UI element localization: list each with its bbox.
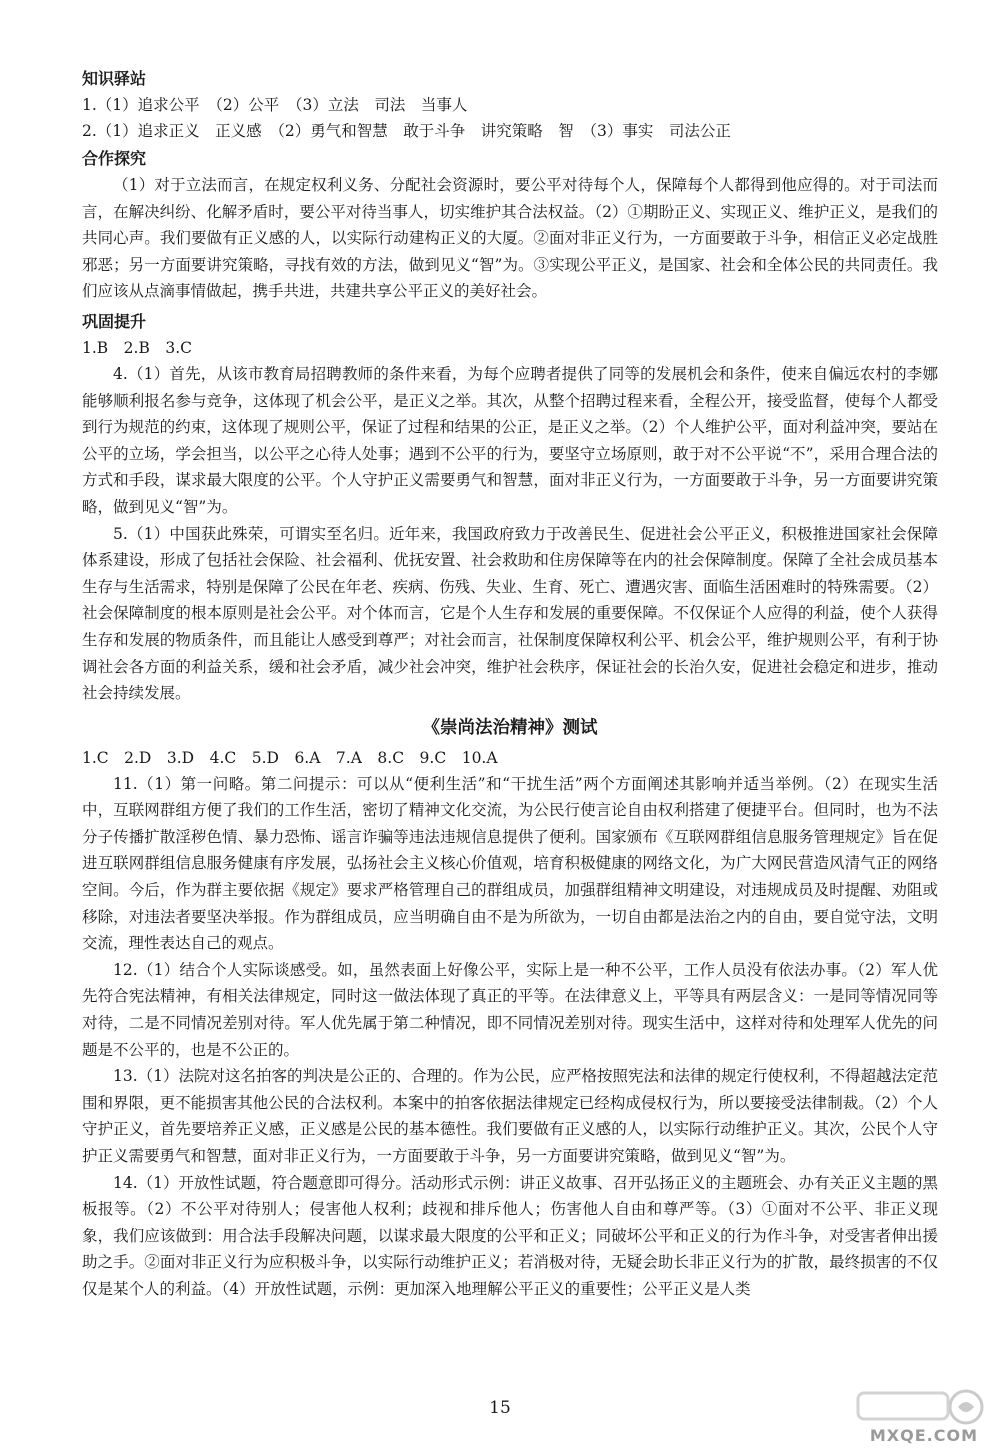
question-11-answer: 11.（1）第一问略。第二问提示：可以从“便利生活”和“干扰生活”两个方面阐述其影响并适当举例。（2）在现实生活中，互联网群组方便了我们的工作生活，密切了精神文化交流，为公民行使言论自由权利搭建了便捷平台。但同时，也为不法分子传播扩散淫秽色情、暴力恐怖、谣言诈骗等违法违规信息提供了便利。国家颁布《互联网群组信息服务管理规定》旨在促进互联网群组信息服务健康有序发展，弘扬社会主义核心价值观，培育积极健康的网络文化，为广大网民营造风清气正的网络空间。今后，作为群主要依据《规定》要求严格管理自己的群组成员，加强群组精神文明建设，对违规成员及时提醒、劝阻或移除，对违法者要坚决举报。作为群组成员，应当明确自由不是为所欲为，一切自由都是法治之内的自由，要自觉守法，文明交流，理性表达自己的观点。: [82, 774, 938, 953]
consolidate-choice-answers: 1.B 2.B 3.C: [82, 338, 193, 357]
section-heading-knowledge: 知识驿站: [82, 69, 147, 88]
knowledge-answer-2: 2.（1）追求正义 正义感 （2）勇气和智慧 敢于斗争 讲究策略 智 （3）事实 司法公正: [82, 122, 731, 140]
section-heading-cooperation: 合作探究: [82, 149, 147, 168]
question-5-answer: 5.（1）中国获此殊荣，可谓实至名归。近年来，我国政府致力于改善民生、促进社会公平正义，积极推进国家社会保障体系建设，形成了包括社会保险、社会福利、优抚安置、社会救助和住房保障等在内的社会保障制度。保障了全社会成员基本生存与生活需求，特别是保障了公民在年老、疾病、伤残、失业、生育、死亡、遭遇灾害、面临生活困难时的特殊需要。（2）社会保障制度的根本原则是社会公平。对个体而言，它是个人生存和发展的重要保障。不仅保证个人应得的利益，使个人获得生存和发展的物质条件，而且能让人感受到尊严；对社会而言，社保制度保障权利公平、机会公平，维护规则公平，有利于协调社会各方面的利益关系，缓和社会矛盾，减少社会冲突，维护社会秩序，保证社会的长治久安，促进社会稳定和进步，推动社会持续发展。: [82, 524, 938, 703]
question-4-answer: 4.（1）首先，从该市教育局招聘教师的条件来看，为每个应聘者提供了同等的发展机会和条件，使来自偏远农村的李娜能够顺利报名参与竞争，这体现了机会公平，是正义之举。其次，从整个招聘过程来看，全程公开，接受监督，使每个人都受到行为规范的约束，这体现了规则公平，保证了过程和结果的公正，是正义之举。（2）个人维护公平，面对利益冲突，要站在公平的立场，学会担当，以公平之心待人处事；遇到不公平的行为，要坚守立场原则，敢于对不公平说“不”，采用合理合法的方式和手段，谋求最大限度的公平。个人守护正义需要勇气和智慧，面对非正义行为，一方面要敢于斗争，另一方面要讲究策略，做到见义“智”为。: [82, 364, 938, 516]
knowledge-answer-1: 1.（1）追求公平 （2）公平 （3）立法 司法 当事人: [82, 96, 468, 114]
test-choice-answers: 1.C 2.D 3.D 4.C 5.D 6.A 7.A 8.C 9.C 10.A: [82, 748, 498, 767]
cooperation-paragraph: （1）对于立法而言，在规定权利义务、分配社会资源时，要公平对待每个人，保障每个人都得到他应得的。对于司法而言，在解决纠纷、化解矛盾时，要公平对待当事人，切实维护其合法权益。（2）①期盼正义、实现正义、维护正义，是我们的共同心声。我们要做有正义感的人，以实际行动建构正义的大厦。②面对非正义行为，一方面要敢于斗争，相信正义必定战胜邪恶；另一方面要讲究策略，寻找有效的方法，做到见义“智”为。③实现公平正义，是国家、社会和全体公民的共同责任。我们应该从点滴事情做起，携手共进，共建共享公平正义的美好社会。: [82, 176, 938, 301]
page-number: 15: [489, 1398, 511, 1418]
answer-page: [82, 64, 938, 1303]
test-title: 《崇尚法治精神》测试: [422, 717, 598, 738]
question-12-answer: 12.（1）结合个人实际谈感受。如，虽然表面上好像公平，实际上是一种不公平，工作人员没有依法办事。（2）军人优先符合宪法精神，有相关法律规定，同时这一做法体现了真正的平等。在法律意义上，平等具有两层含义：一是同等情况同等对待，二是不同情况差别对待。军人优先属于第二种情况，即不同情况差别对待。现实生活中，这样对待和处理军人优先的问题是不公平的，也是不公正的。: [82, 960, 938, 1059]
section-heading-consolidate: 巩固提升: [82, 311, 147, 331]
question-13-answer: 13.（1）法院对这名拍客的判决是公正的、合理的。作为公民，应严格按照宪法和法律的规定行使权利，不得超越法定范围和界限，更不能损害其他公民的合法权利。本案中的拍客依据法律规定已经构成侵权行为，所以要接受法律制裁。（2）个人守护正义，首先要培养正义感，正义感是公民的基本德性。我们要做有正义感的人，以实际行动维护正义。其次，公民个人守护正义需要勇气和智慧，面对非正义行为，一方面要敢于斗争，另一方面要讲究策略，做到见义“智”为。: [82, 1067, 939, 1165]
question-14-answer: 14.（1）开放性试题，符合题意即可得分。活动形式示例：讲正义故事、召开弘扬正义的主题班会、办有关正义主题的黑板报等。（2）不公平对待别人；侵害他人权利；歧视和排斥他人；伤害他人自由和尊严等。（3）①面对不公平、非正义现象，我们应该做到：用合法手段解决问题，以谋求最大限度的公平和正义；同破坏公平和正义的行为作斗争，对受害者伸出援助之手。②面对非正义行为应积极斗争，以实际行动维护正义；若消极对待，无疑会助长非正义行为的扩散，最终损害的不仅仅是某个人的利益。（4）开放性试题，示例：更加深入地理解公平正义的重要性；公平正义是人类: [82, 1173, 939, 1298]
watermark-text: MXQE.COM: [869, 1426, 978, 1445]
